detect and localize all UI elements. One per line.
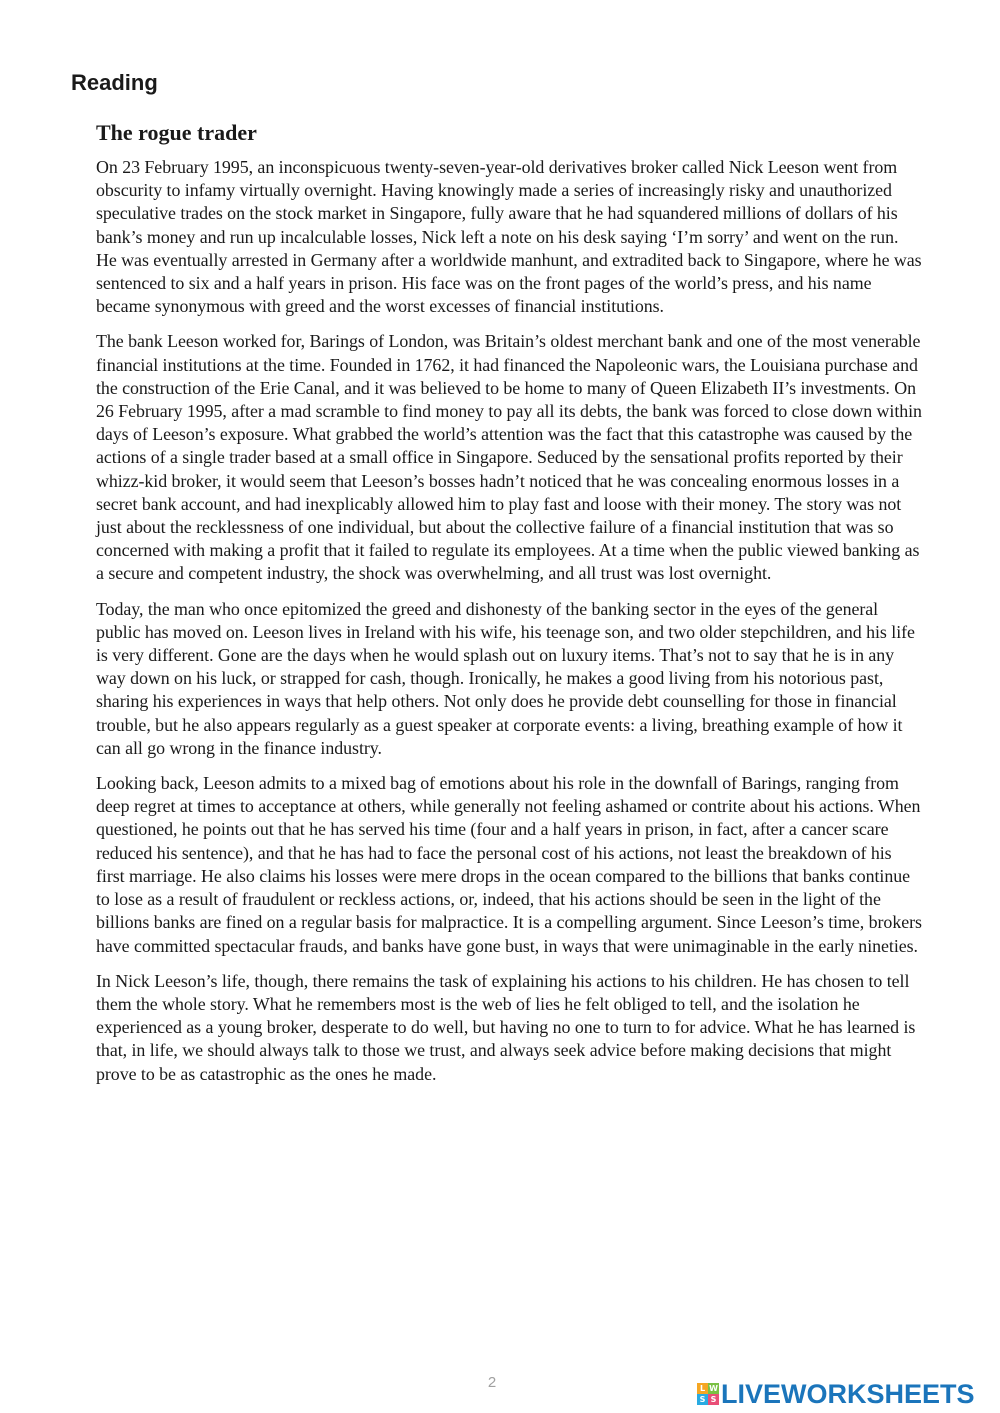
logo-letter: S xyxy=(697,1394,708,1405)
article-title: The rogue trader xyxy=(96,120,257,145)
article-paragraph: In Nick Leeson’s life, though, there remains the task of explaining his actions to his children. He has chosen to tell them the whole story. What he remembers most is the web of lies he felt obliged to tell, and the isolation he experienced as a young broker, desperate to do well, but having no one to turn to for advice. What he has learned is that, in life, we should always talk to those we trust, and always seek advice before making decisions that might prove to be as catastrophic as the ones he made. xyxy=(96,970,916,1084)
liveworksheets-logo-text: LIVEWORKSHEETS xyxy=(721,1379,975,1409)
article xyxy=(96,119,922,1098)
article-paragraph: Today, the man who once epitomized the greed and dishonesty of the banking sector in the eyes of the general public has moved on. Leeson lives in Ireland with his wife, his teenage son, and two older stepchildren, and his life is very different. Gone are the days when he would splash out on luxury items. That’s not to say that he is in any way down on his luck, or strapped for cash, though. Ironically, he makes a good living from his notorious past, sharing his experiences in ways that help others. Not only does he provide debt counselling for those in financial trouble, but he also appears regularly as a guest speaker at corporate events: a living, breathing example of how it can all go wrong in the finance industry. xyxy=(96,598,915,758)
liveworksheets-logo[interactable] xyxy=(697,1378,975,1410)
article-paragraph: On 23 February 1995, an inconspicuous twenty-seven-year-old derivatives broker called Nick Leeson went from obscurity to infamy virtually overnight. Having knowingly made a series of increasingly risky and unauthorized speculative trades on the stock market in Singapore, fully aware that he had squandered millions of dollars of his bank’s money and run up incalculable losses, Nick left a note on his desk saying ‘I’m sorry’ and went on the run. He was eventually arrested in Germany after a worldwide manhunt, and extradited back to Singapore, where he was sentenced to six and a half years in prison. His face was on the front pages of the world’s press, and his name became synonymous with greed and the worst excesses of financial institutions. xyxy=(96,157,922,317)
logo-letter: L xyxy=(697,1383,708,1394)
section-label: Reading xyxy=(71,70,158,95)
page-number: 2 xyxy=(487,1374,497,1391)
article-paragraph: The bank Leeson worked for, Barings of London, was Britain’s oldest merchant bank and one of the most venerable financial institutions at the time. Founded in 1762, it had financed the Napoleonic wars, the Louisiana purchase and the construction of the Erie Canal, and it was believed to be home to many of Queen Elizabeth II’s investments. On 26 February 1995, after a mad scramble to find money to pay all its debts, the bank was forced to close down within days of Leeson’s exposure. What grabbed the world’s attention was the fact that this catastrophe was caused by the actions of a single trader based at a small office in Singapore. Seduced by the sensational profits reported by their whizz-kid broker, it would seem that Leeson’s bosses hadn’t noticed that he was concealing enormous losses in a secret bank account, and had inexplicably allowed him to play fast and loose with their money. The story was not just about the recklessness of one individual, but about the collective failure of a financial institution that was so concerned with making a profit that it failed to regulate its employees. At a time when the public viewed banking as a secure and competent industry, the shock was overwhelming, and all trust was lost overnight. xyxy=(96,331,922,584)
logo-letter: W xyxy=(709,1384,718,1393)
liveworksheets-logo-icon xyxy=(697,1383,719,1405)
logo-letter: S xyxy=(708,1394,719,1405)
article-paragraph: Looking back, Leeson admits to a mixed bag of emotions about his role in the downfall of Barings, ranging from deep regret at times to acceptance at others, while generally not feeling ashamed or contrite about his actions. When questioned, he points out that he has served his time (four and a half years in prison, in fact, after a cancer scare reduced his sentence), and that he has had to face the personal cost of his actions, not least the breakdown of his first marriage. He also claims his losses were mere drops in the ocean compared to the billions that banks continue to lose as a result of fraudulent or reckless actions, or, indeed, that his actions should be seen in the light of the billions banks are fined on a regular basis for malpractice. It is a compelling argument. Since Leeson’s time, brokers have committed spectacular frauds, and banks have gone bust, in ways that were unimaginable in the early nineties. xyxy=(96,773,922,956)
